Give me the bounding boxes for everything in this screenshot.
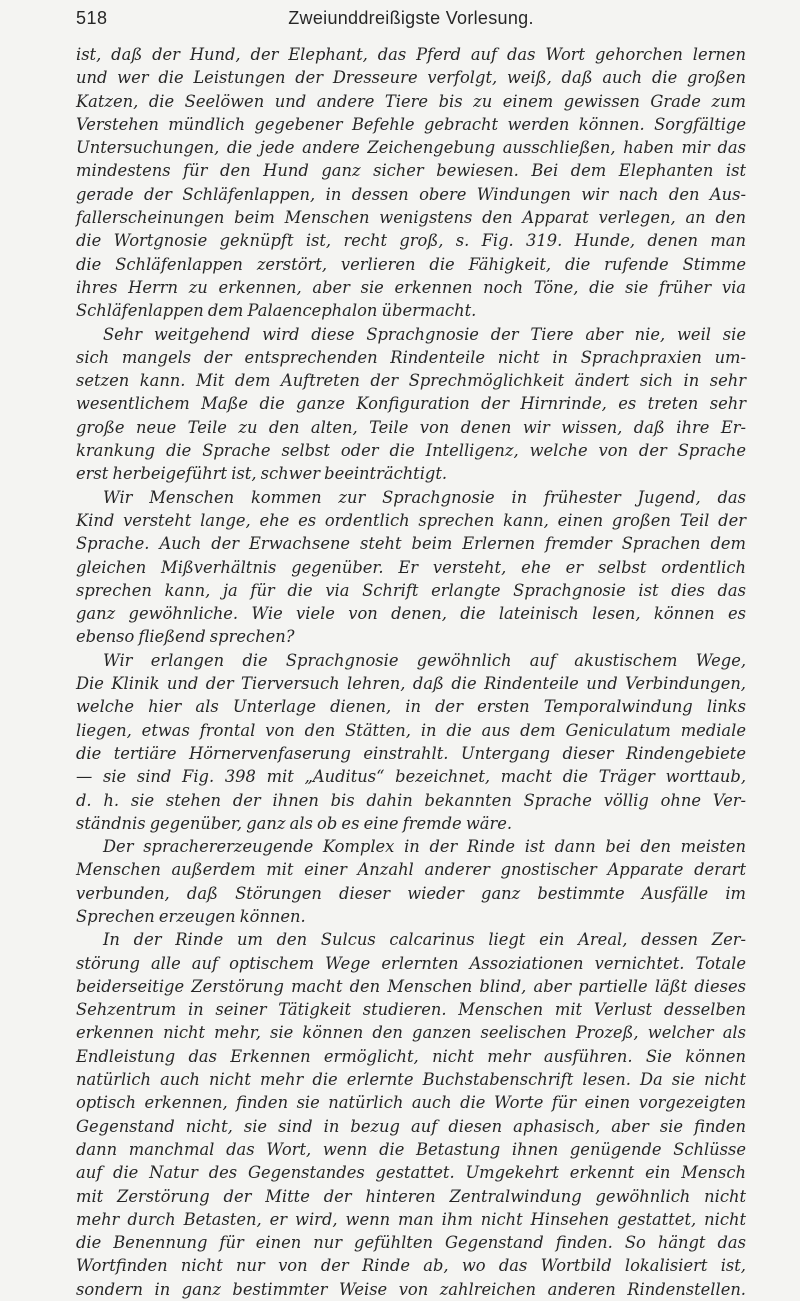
text-line: erkennen nicht mehr, sie können den ganzen seelischen Prozeß, welcher als (76, 1023, 746, 1043)
text-line: Wir Menschen kommen zur Sprachgnosie in frühester Jugend, das (103, 487, 746, 507)
text-line: d. h. sie stehen der ihnen bis dahin bekannten Sprache völlig ohne Ver- (76, 790, 746, 810)
text-line: die Schläfenlappen zerstört, verlieren die Fähigkeit, die rufende Stimme (76, 254, 746, 274)
text-line: mindestens für den Hund ganz sicher bewiesen. Bei dem Elephanten ist (76, 161, 746, 181)
text-line: Katzen, die Seelöwen und andere Tiere bis zu einem gewissen Grade zum (76, 91, 746, 111)
text-line: ganz gewöhnliche. Wie viele von denen, die lateinisch lesen, können es (76, 604, 746, 624)
text-line: Sehzentrum in seiner Tätigkeit studieren. Menschen mit Verlust desselben (76, 1000, 746, 1020)
text-line: störung alle auf optischem Wege erlernten Assoziationen vernichtet. Totale (76, 953, 746, 973)
text-line: Untersuchungen, die jede andere Zeichengebung ausschließen, haben mir das (76, 138, 746, 158)
text-line: Gegenstand nicht, sie sind in bezug auf diesen aphasisch, aber sie finden (76, 1116, 746, 1136)
text-line: und wer die Leistungen der Dresseure verfolgt, weiß, daß auch die großen (76, 68, 746, 88)
text-line: Kind versteht lange, ehe es ordentlich sprechen kann, einen großen Teil der (76, 510, 746, 530)
text-line: sich mangels der entsprechenden Rindenteile nicht in Sprachpraxien um- (76, 347, 746, 367)
text-line: setzen kann. Mit dem Auftreten der Sprechmöglichkeit ändert sich in sehr (76, 371, 746, 391)
text-line: gleichen Mißverhältnis gegenüber. Er versteht, ehe er selbst ordentlich (76, 557, 746, 577)
text-line: ständnis gegenüber, ganz als ob es eine fremde wäre. (76, 813, 513, 833)
body-text (76, 43, 746, 1301)
text-line: Verstehen mündlich gegebener Befehle gebracht werden können. Sorgfältige (76, 114, 746, 134)
text-line: In der Rinde um den Sulcus calcarinus liegt ein Areal, dessen Zer- (103, 930, 746, 950)
text-line: sprechen kann, ja für die via Schrift erlangte Sprachgnosie ist dies das (76, 580, 746, 600)
text-line: ebenso fließend sprechen? (76, 627, 295, 647)
text-line: Wortfinden nicht nur von der Rinde ab, wo das Wortbild lokalisiert ist, (76, 1256, 746, 1276)
text-line: Die Klinik und der Tierversuch lehren, daß die Rindenteile und Verbindungen, (76, 674, 746, 694)
running-title: Zweiunddreißigste Vorlesung. (288, 8, 534, 28)
text-line: beiderseitige Zerstörung macht den Menschen blind, aber partielle läßt dieses (76, 976, 746, 996)
text-line: mit Zerstörung der Mitte der hinteren Zentralwindung gewöhnlich nicht (76, 1186, 746, 1206)
text-line: erst herbeigeführt ist, schwer beeinträchtigt. (76, 464, 448, 484)
text-line: Sprache. Auch der Erwachsene steht beim Erlernen fremder Sprachen dem (76, 534, 746, 554)
text-line: die Benennung für einen nur gefühlten Gegenstand finden. So hängt das (76, 1233, 746, 1253)
text-line: dann manchmal das Wort, wenn die Betastung ihnen genügende Schlüsse (76, 1139, 746, 1159)
text-line: große neue Teile zu den alten, Teile von denen wir wissen, daß ihre Er- (76, 417, 746, 437)
text-line: wesentlichem Maße die ganze Konfiguration der Hirnrinde, es treten sehr (76, 394, 746, 414)
text-line: Endleistung das Erkennen ermöglicht, nicht mehr ausführen. Sie können (76, 1046, 746, 1066)
text-line: mehr durch Betasten, er wird, wenn man ihm nicht Hinsehen gestattet, nicht (76, 1209, 746, 1229)
text-line: Schläfenlappen dem Palaencephalon übermacht. (76, 301, 477, 321)
text-line: die Wortgnosie geknüpft ist, recht groß, s. Fig. 319. Hunde, denen man (76, 231, 746, 251)
text-line: krankung die Sprache selbst oder die Intelligenz, welche von der Sprache (76, 441, 746, 461)
text-line: — sie sind Fig. 398 mit „Auditus“ bezeichnet, macht die Träger worttaub, (76, 767, 746, 787)
page-header (76, 0, 746, 32)
text-line: die tertiäre Hörnervenfaserung einstrahlt. Untergang dieser Rindengebiete (76, 743, 746, 763)
text-line: welche hier als Unterlage dienen, in der ersten Temporalwindung links (76, 697, 746, 717)
page-number: 518 (76, 8, 108, 28)
text-line: Menschen außerdem mit einer Anzahl anderer gnostischer Apparate derart (76, 860, 746, 880)
text-line: sondern in ganz bestimmter Weise von zahlreichen anderen Rindenstellen. (76, 1279, 746, 1299)
text-line: ist, daß der Hund, der Elephant, das Pferd auf das Wort gehorchen lernen (76, 45, 746, 64)
text-line: Der sprachererzeugende Komplex in der Rinde ist dann bei den meisten (103, 837, 746, 857)
text-line: Wir erlangen die Sprachgnosie gewöhnlich auf akustischem Wege, (103, 650, 746, 670)
text-line: gerade der Schläfenlappen, in dessen obere Windungen wir nach den Aus- (76, 184, 746, 204)
text-line: Sehr weitgehend wird diese Sprachgnosie der Tiere aber nie, weil sie (103, 324, 746, 344)
text-line: liegen, etwas frontal von den Stätten, in die aus dem Geniculatum mediale (76, 720, 746, 740)
text-line: verbunden, daß Störungen dieser wieder ganz bestimmte Ausfälle im (76, 883, 746, 903)
text-line: Sprechen erzeugen können. (76, 906, 306, 926)
text-line: fallerscheinungen beim Menschen wenigstens den Apparat verlegen, an den (76, 208, 746, 228)
text-line: auf die Natur des Gegenstandes gestattet. Umgekehrt erkennt ein Mensch (76, 1163, 746, 1183)
text-line: optisch erkennen, finden sie natürlich auch die Worte für einen vorgezeigten (76, 1093, 746, 1113)
text-line: ihres Herrn zu erkennen, aber sie erkennen noch Töne, die sie früher via (76, 277, 746, 297)
text-line: natürlich auch nicht mehr die erlernte Buchstabenschrift lesen. Da sie nicht (76, 1070, 746, 1090)
